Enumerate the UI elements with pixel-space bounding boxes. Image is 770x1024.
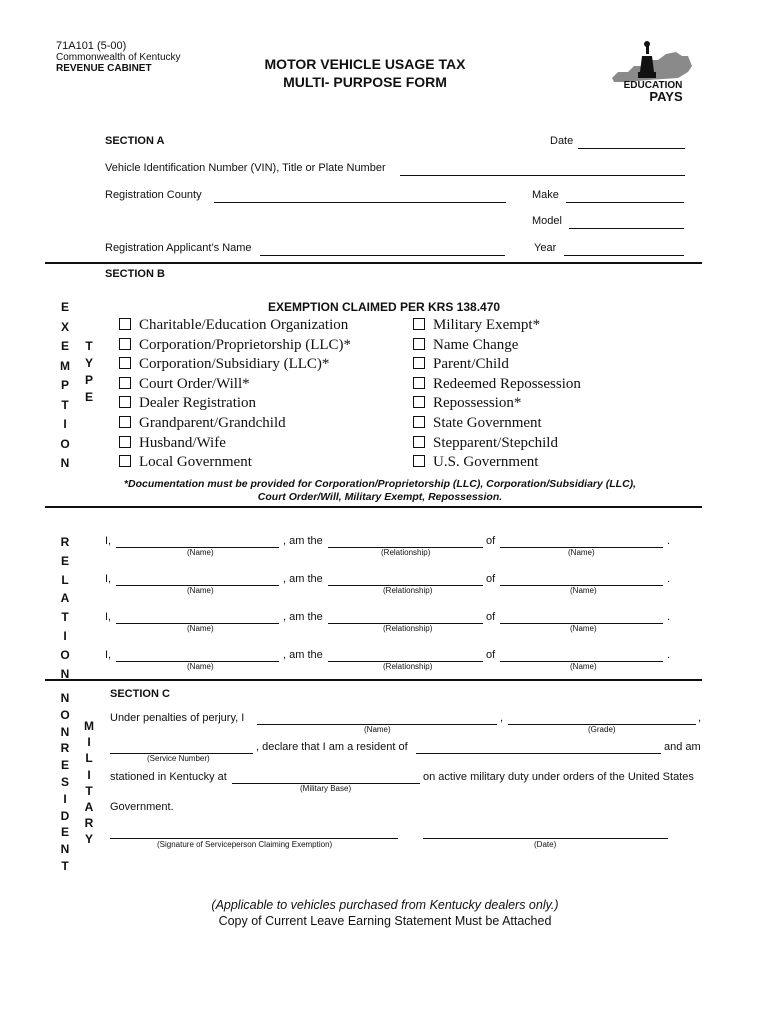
note-line-1: *Documentation must be provided for Corporation/Proprietorship (LLC), Corporation/Subsidiary (LLC), xyxy=(123,478,637,490)
vin-label: Vehicle Identification Number (VIN), Title or Plate Number xyxy=(105,162,386,174)
checkbox[interactable] xyxy=(413,357,425,369)
section-c-heading: SECTION C xyxy=(110,688,170,700)
signature-field[interactable] xyxy=(110,838,398,839)
perjury-label: Under penalties of perjury, I xyxy=(110,712,245,724)
logo-text-education: EDUCATION xyxy=(623,80,683,91)
department-name: REVENUE CABINET xyxy=(56,63,152,74)
make-field[interactable] xyxy=(566,202,684,203)
exemption-option[interactable]: Charitable/Education Organization xyxy=(119,316,351,336)
exemption-options-right xyxy=(413,316,581,473)
type-side-label: T Y P E xyxy=(84,339,93,404)
exemption-option[interactable]: Dealer Registration xyxy=(119,394,351,414)
relation-end: . xyxy=(667,649,671,661)
nonresident-side-label: N O N R E S I D E N T xyxy=(60,691,70,873)
military-side-label: M I L I T A R Y xyxy=(84,719,94,847)
caption-name: (Name) xyxy=(187,548,214,557)
caption-relationship: (Relationship) xyxy=(381,548,431,557)
exemption-option[interactable]: Local Government xyxy=(119,453,351,473)
checkbox[interactable] xyxy=(413,338,425,350)
exemption-option[interactable]: U.S. Government xyxy=(413,453,581,473)
caption-signature: (Signature of Serviceperson Claiming Exemption) xyxy=(157,840,333,849)
checkbox[interactable] xyxy=(119,436,131,448)
relation-am-the: , am the xyxy=(283,535,323,547)
footer-leave-statement-note: Copy of Current Leave Earning Statement Must be Attached xyxy=(218,914,552,928)
relation-prefix: I, xyxy=(105,611,112,623)
agency-name: Commonwealth of Kentucky xyxy=(56,52,181,63)
exemption-option[interactable]: Military Exempt* xyxy=(413,316,581,336)
year-label: Year xyxy=(534,242,557,254)
stationed-label: stationed in Kentucky at xyxy=(110,771,227,783)
comma: , xyxy=(500,712,504,724)
footer-applicable-note: (Applicable to vehicles purchased from Kentucky dealers only.) xyxy=(211,898,559,912)
exemption-option[interactable]: Corporation/Proprietorship (LLC)* xyxy=(119,336,351,356)
caption-relationship: (Relationship) xyxy=(383,662,433,671)
divider-relation-c xyxy=(45,679,702,681)
caption-service-number: (Service Number) xyxy=(147,754,210,763)
exemption-option[interactable]: Corporation/Subsidiary (LLC)* xyxy=(119,355,351,375)
checkbox[interactable] xyxy=(119,357,131,369)
active-duty-label: on active military duty under orders of the United States xyxy=(423,771,694,783)
model-field[interactable] xyxy=(569,228,684,229)
caption-relationship: (Relationship) xyxy=(383,624,433,633)
relation-end: . xyxy=(667,535,671,547)
registration-county-field[interactable] xyxy=(214,202,506,203)
registration-county-label: Registration County xyxy=(105,189,202,201)
caption-date: (Date) xyxy=(534,840,557,849)
applicant-name-label: Registration Applicant’s Name xyxy=(105,242,252,254)
relation-of: of xyxy=(486,649,496,661)
checkbox[interactable] xyxy=(413,318,425,330)
checkbox[interactable] xyxy=(119,416,131,428)
applicant-name-field[interactable] xyxy=(260,255,505,256)
caption-military-base: (Military Base) xyxy=(300,784,352,793)
date-field[interactable] xyxy=(578,148,685,149)
relation-of: of xyxy=(486,573,496,585)
declare-label: , declare that I am a resident of xyxy=(256,741,408,753)
exemption-option[interactable]: State Government xyxy=(413,414,581,434)
note-line-2: Court Order/Will, Military Exempt, Repossession. xyxy=(257,491,503,503)
exemption-title: EXEMPTION CLAIMED PER KRS 138.470 xyxy=(268,300,501,314)
comma: , xyxy=(698,712,702,724)
caption-name: (Name) xyxy=(570,624,597,633)
caption-name: (Name) xyxy=(187,624,214,633)
caption-grade: (Grade) xyxy=(588,725,616,734)
relation-am-the: , am the xyxy=(283,611,323,623)
caption-name: (Name) xyxy=(570,586,597,595)
relation-end: . xyxy=(667,611,671,623)
checkbox[interactable] xyxy=(413,455,425,467)
title-line-1: MOTOR VEHICLE USAGE TAX xyxy=(264,56,466,72)
relation-am-the: , am the xyxy=(283,573,323,585)
caption-name: (Name) xyxy=(568,548,595,557)
government-label: Government. xyxy=(110,801,174,813)
exemption-option[interactable]: Court Order/Will* xyxy=(119,375,351,395)
resident-state-field[interactable] xyxy=(416,753,661,754)
vin-field[interactable] xyxy=(400,175,685,176)
checkbox[interactable] xyxy=(119,338,131,350)
checkbox[interactable] xyxy=(119,377,131,389)
checkbox[interactable] xyxy=(413,416,425,428)
relation-prefix: I, xyxy=(105,649,112,661)
form-number: 71A101 (5-00) xyxy=(56,40,127,52)
relation-end: . xyxy=(667,573,671,585)
checkbox[interactable] xyxy=(119,396,131,408)
relation-am-the: , am the xyxy=(283,649,323,661)
section-b-heading: SECTION B xyxy=(105,268,165,280)
make-label: Make xyxy=(532,189,559,201)
relation-of: of xyxy=(486,611,496,623)
caption-name: (Name) xyxy=(187,662,214,671)
date-label: Date xyxy=(550,135,574,147)
relation-of: of xyxy=(486,535,496,547)
checkbox[interactable] xyxy=(413,396,425,408)
caption-name: (Name) xyxy=(364,725,391,734)
model-label: Model xyxy=(532,215,562,227)
caption-name: (Name) xyxy=(187,586,214,595)
divider-a-b xyxy=(45,262,702,264)
relation-prefix: I, xyxy=(105,535,112,547)
documentation-note xyxy=(80,478,680,504)
exemption-options-left xyxy=(119,316,351,473)
section-a-heading: SECTION A xyxy=(105,135,165,147)
exemption-option[interactable]: Grandparent/Grandchild xyxy=(119,414,351,434)
exemption-option[interactable]: Redeemed Repossession xyxy=(413,375,581,395)
year-field[interactable] xyxy=(564,255,684,256)
exemption-option[interactable]: Parent/Child xyxy=(413,355,581,375)
exemption-option[interactable]: Repossession* xyxy=(413,394,581,414)
education-pays-logo xyxy=(608,38,698,104)
and-am-label: and am xyxy=(664,741,701,753)
relation-prefix: I, xyxy=(105,573,112,585)
checkbox[interactable] xyxy=(413,377,425,389)
checkbox[interactable] xyxy=(119,318,131,330)
caption-name: (Name) xyxy=(570,662,597,671)
logo-text-pays: PAYS xyxy=(649,89,683,104)
exemption-side-label: E X E M P T I O N xyxy=(60,300,70,470)
relation-side-label: R E L A T I O N xyxy=(60,535,70,681)
title-line-2: MULTI- PURPOSE FORM xyxy=(283,74,447,90)
exemption-option[interactable]: Stepparent/Stepchild xyxy=(413,434,581,454)
exemption-option[interactable]: Husband/Wife xyxy=(119,434,351,454)
checkbox[interactable] xyxy=(119,455,131,467)
exemption-option[interactable]: Name Change xyxy=(413,336,581,356)
caption-relationship: (Relationship) xyxy=(383,586,433,595)
checkbox[interactable] xyxy=(413,436,425,448)
signature-date-field[interactable] xyxy=(423,838,668,839)
divider-b-relation xyxy=(45,506,702,508)
form-title xyxy=(240,55,490,91)
